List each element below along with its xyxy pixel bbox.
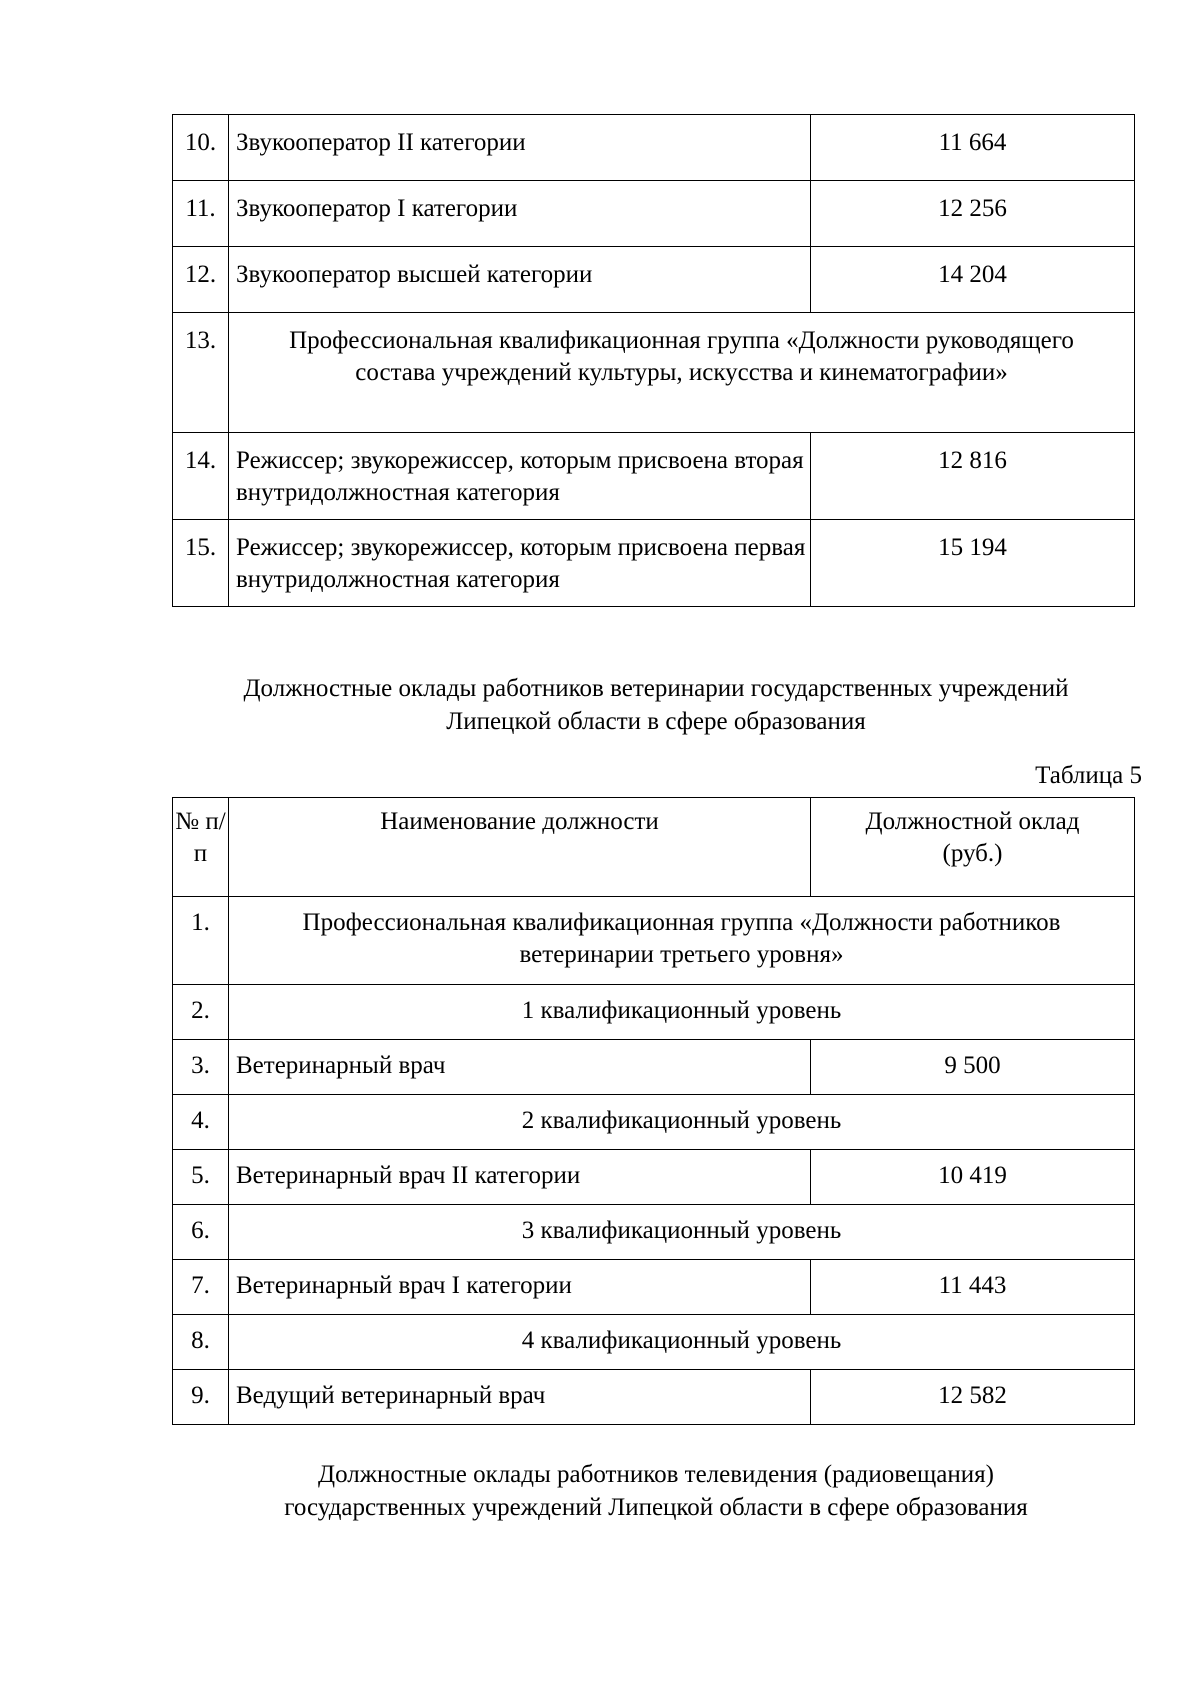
table-row — [173, 181, 1135, 247]
table-row — [173, 247, 1135, 313]
position-name: Ветеринарный врач II категории — [229, 1150, 811, 1205]
row-number: 14. — [173, 433, 229, 520]
salary-value: 11 443 — [811, 1260, 1135, 1315]
heading-line: Должностные оклады работников телевидения (радиовещания) — [318, 1461, 994, 1488]
table-row — [173, 1150, 1135, 1205]
table-row-group — [173, 313, 1135, 433]
column-header-number: № п/п — [173, 798, 229, 897]
row-number: 10. — [173, 115, 229, 181]
salary-value: 15 194 — [811, 520, 1135, 607]
heading-line: Должностные оклады работников ветеринарии государственных учреждений — [243, 675, 1069, 702]
heading-line: Липецкой области в сфере образования — [446, 708, 866, 735]
qualification-level: 3 квалификационный уровень — [229, 1205, 1135, 1260]
position-name: Звукооператор I категории — [229, 181, 811, 247]
position-name: Ветеринарный врач — [229, 1040, 811, 1095]
table-row-level — [173, 1315, 1135, 1370]
row-number: 4. — [173, 1095, 229, 1150]
qualification-level: 4 квалификационный уровень — [229, 1315, 1135, 1370]
salary-value: 14 204 — [811, 247, 1135, 313]
row-number: 13. — [173, 313, 229, 433]
heading-line: государственных учреждений Липецкой области в сфере образования — [284, 1494, 1028, 1521]
qualification-level: 1 квалификационный уровень — [229, 985, 1135, 1040]
position-name: Ведущий ветеринарный врач — [229, 1370, 811, 1425]
row-number: 15. — [173, 520, 229, 607]
salary-value: 10 419 — [811, 1150, 1135, 1205]
table-row — [173, 1370, 1135, 1425]
table-row — [173, 520, 1135, 607]
qualification-group-title: Профессиональная квалификационная группа «Должности работников ветеринарии третьего уровня» — [229, 897, 1135, 985]
salary-value: 12 256 — [811, 181, 1135, 247]
position-name: Режиссер; звукорежиссер, которым присвоена первая внутридолжностная категория — [229, 520, 811, 607]
column-header-name: Наименование должности — [229, 798, 811, 897]
table-row-level — [173, 1095, 1135, 1150]
table-row-level — [173, 985, 1135, 1040]
qualification-level: 2 квалификационный уровень — [229, 1095, 1135, 1150]
position-name: Звукооператор высшей категории — [229, 247, 811, 313]
salary-table-continuation — [172, 114, 1135, 607]
salary-table-5 — [172, 797, 1135, 1425]
salary-value: 12 816 — [811, 433, 1135, 520]
row-number: 11. — [173, 181, 229, 247]
table-row — [173, 433, 1135, 520]
position-name: Ветеринарный врач I категории — [229, 1260, 811, 1315]
row-number: 3. — [173, 1040, 229, 1095]
section-heading-television — [172, 1458, 1140, 1524]
row-number: 5. — [173, 1150, 229, 1205]
section-heading-veterinary — [172, 672, 1140, 738]
row-number: 1. — [173, 897, 229, 985]
table-row — [173, 1260, 1135, 1315]
qualification-group-title: Профессиональная квалификационная группа «Должности руководящего состава учреждений культуры, искусства и кинематографии» — [229, 313, 1135, 433]
salary-value: 12 582 — [811, 1370, 1135, 1425]
table-row — [173, 1040, 1135, 1095]
table-row-group — [173, 897, 1135, 985]
table-caption: Таблица 5 — [1035, 762, 1142, 789]
salary-value: 9 500 — [811, 1040, 1135, 1095]
row-number: 6. — [173, 1205, 229, 1260]
column-header-salary: Должностной оклад (руб.) — [811, 798, 1135, 897]
table-header-row — [173, 798, 1135, 897]
salary-value: 11 664 — [811, 115, 1135, 181]
table-row — [173, 115, 1135, 181]
row-number: 7. — [173, 1260, 229, 1315]
position-name: Режиссер; звукорежиссер, которым присвоена вторая внутридолжностная категория — [229, 433, 811, 520]
row-number: 12. — [173, 247, 229, 313]
row-number: 8. — [173, 1315, 229, 1370]
row-number: 2. — [173, 985, 229, 1040]
position-name: Звукооператор II категории — [229, 115, 811, 181]
table-row-level — [173, 1205, 1135, 1260]
row-number: 9. — [173, 1370, 229, 1425]
